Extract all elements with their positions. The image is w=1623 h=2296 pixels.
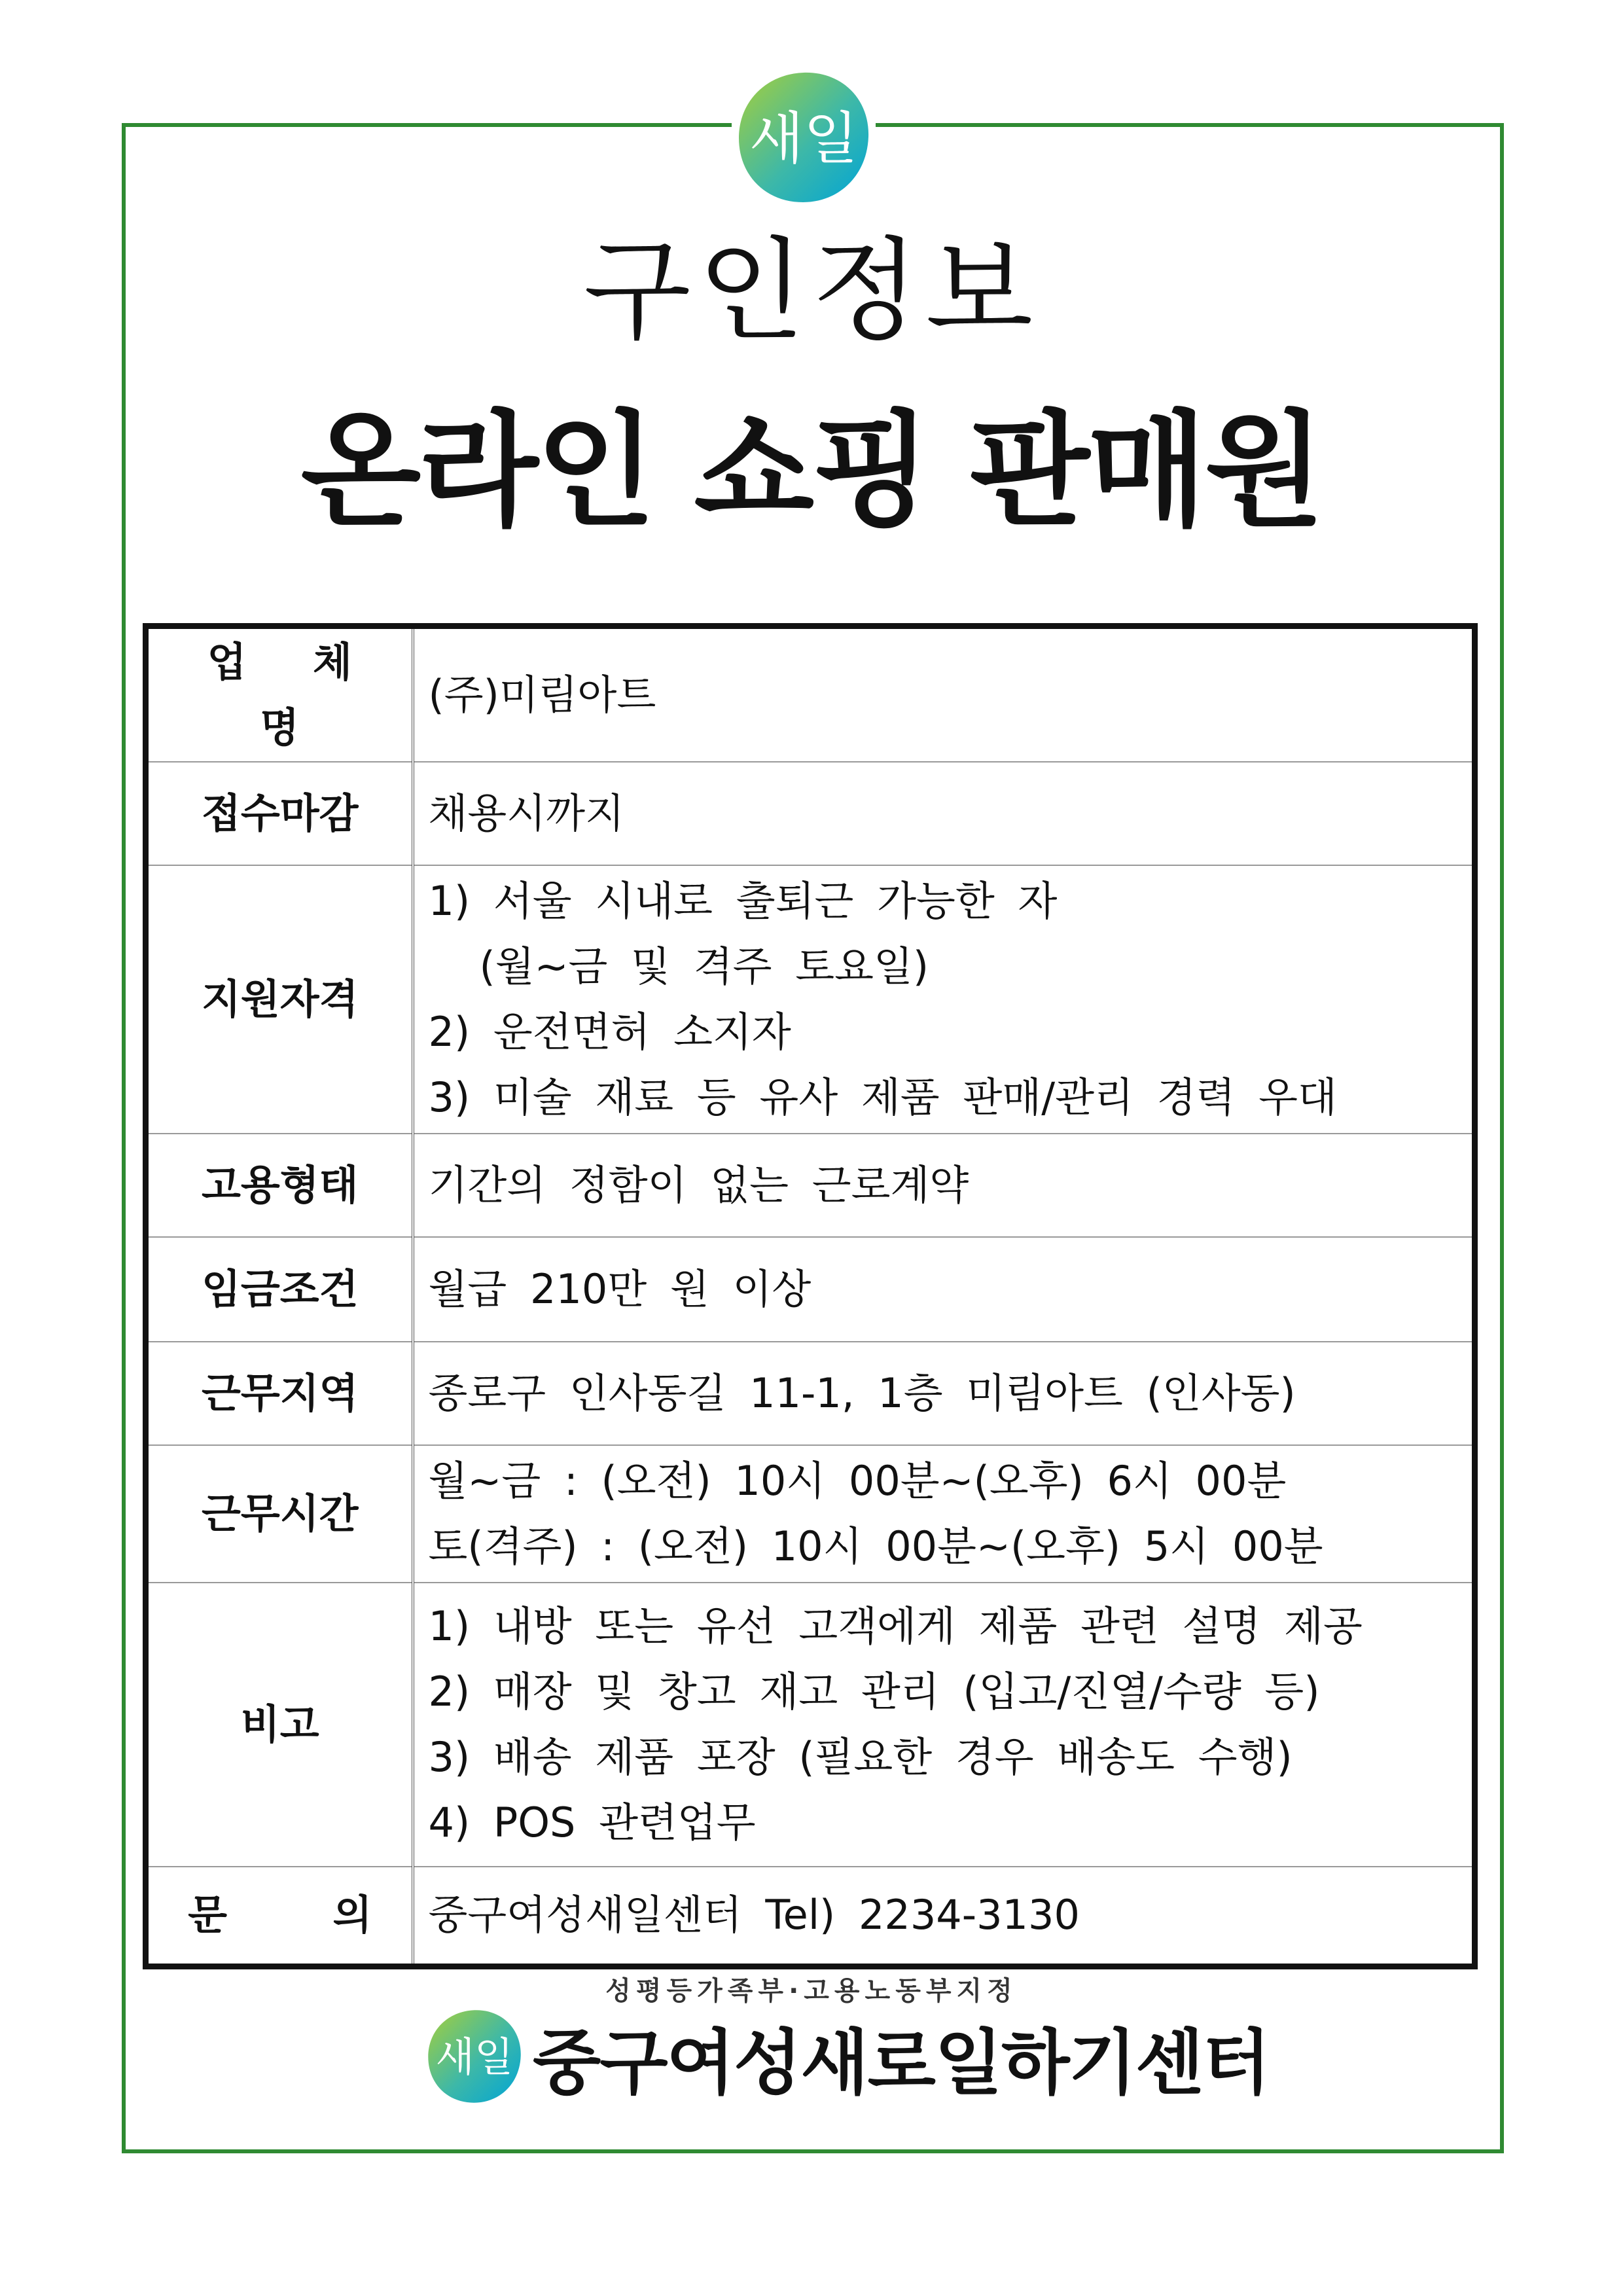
notes-label: 비고 [146,1583,413,1867]
wage-label: 임금조건 [146,1237,413,1342]
notes-list [413,1583,1475,1867]
page-title: 구인정보 [583,226,1040,356]
location-value: 종로구 인사동길 11-1, 1층 미림아트 (인사동) [413,1342,1475,1445]
table-row-employment [146,1134,1475,1237]
contact-label: 문 의 [146,1867,413,1966]
table-row-qualifications [146,865,1475,1134]
company-label: 업 체 명 [146,626,413,762]
saeil-logo-icon [425,2007,524,2106]
qualification-list [413,865,1475,1134]
notes-item: 2) 매장 및 창고 재고 관리 (입고/진열/수량 등) [428,1668,1320,1715]
logo-text: 새일 [749,106,859,171]
hours-item: 월~금 : (오전) 10시 00분~(오후) 6시 00분 [428,1457,1287,1505]
hours-list [413,1445,1475,1583]
table-row-location [146,1342,1475,1445]
company-value: (주)미림아트 [428,671,656,719]
notes-item: 4) POS 관련업무 [428,1799,756,1846]
designation-text: 성평등가족부·고용노동부지정 [605,1976,1018,2006]
table-row-deadline [146,762,1475,865]
hours-item: 토(격주) : (오전) 10시 00분~(오후) 5시 00분 [428,1522,1323,1570]
notes-item: 3) 배송 제품 포장 (필요한 경우 배송도 수행) [428,1733,1293,1781]
center-name: 중구여성새로일하기센터 [533,2022,1270,2104]
saeil-logo-icon [735,69,872,206]
footer-brand [425,2004,1270,2109]
notes-item: 1) 내방 또는 유선 고객에게 제품 관련 설명 제공 [428,1602,1363,1650]
table-row-company [146,626,1475,762]
job-title: 온라인 쇼핑 판매원 [300,399,1323,543]
table-row-notes [146,1583,1475,1867]
employment-label: 고용형태 [146,1134,413,1237]
qualification-item: (월~금 및 격주 토요일) [479,942,929,990]
logo-text: 새일 [435,2034,514,2081]
deadline-label: 접수마감 [146,762,413,865]
saeil-logo-top [732,65,876,209]
qualification-item: 3) 미술 재료 등 유사 제품 판매/관리 경력 우대 [428,1073,1337,1121]
job-info-table [143,623,1478,1969]
location-label: 근무지역 [146,1342,413,1445]
qualification-item: 2) 운전면허 소지자 [428,1008,791,1056]
employment-value: 기간의 정함이 없는 근로계약 [413,1134,1475,1237]
deadline-value: 채용시까지 [413,762,1475,865]
qualification-item: 1) 서울 시내로 출퇴근 가능한 자 [428,877,1058,925]
table-row-contact [146,1867,1475,1966]
table-row-hours [146,1445,1475,1583]
wage-value: 월급 210만 원 이상 [413,1237,1475,1342]
qualification-label: 지원자격 [146,865,413,1134]
table-row-wage [146,1237,1475,1342]
contact-value: 중구여성새일센터 Tel) 2234-3130 [413,1867,1475,1966]
hours-label: 근무시간 [146,1445,413,1583]
